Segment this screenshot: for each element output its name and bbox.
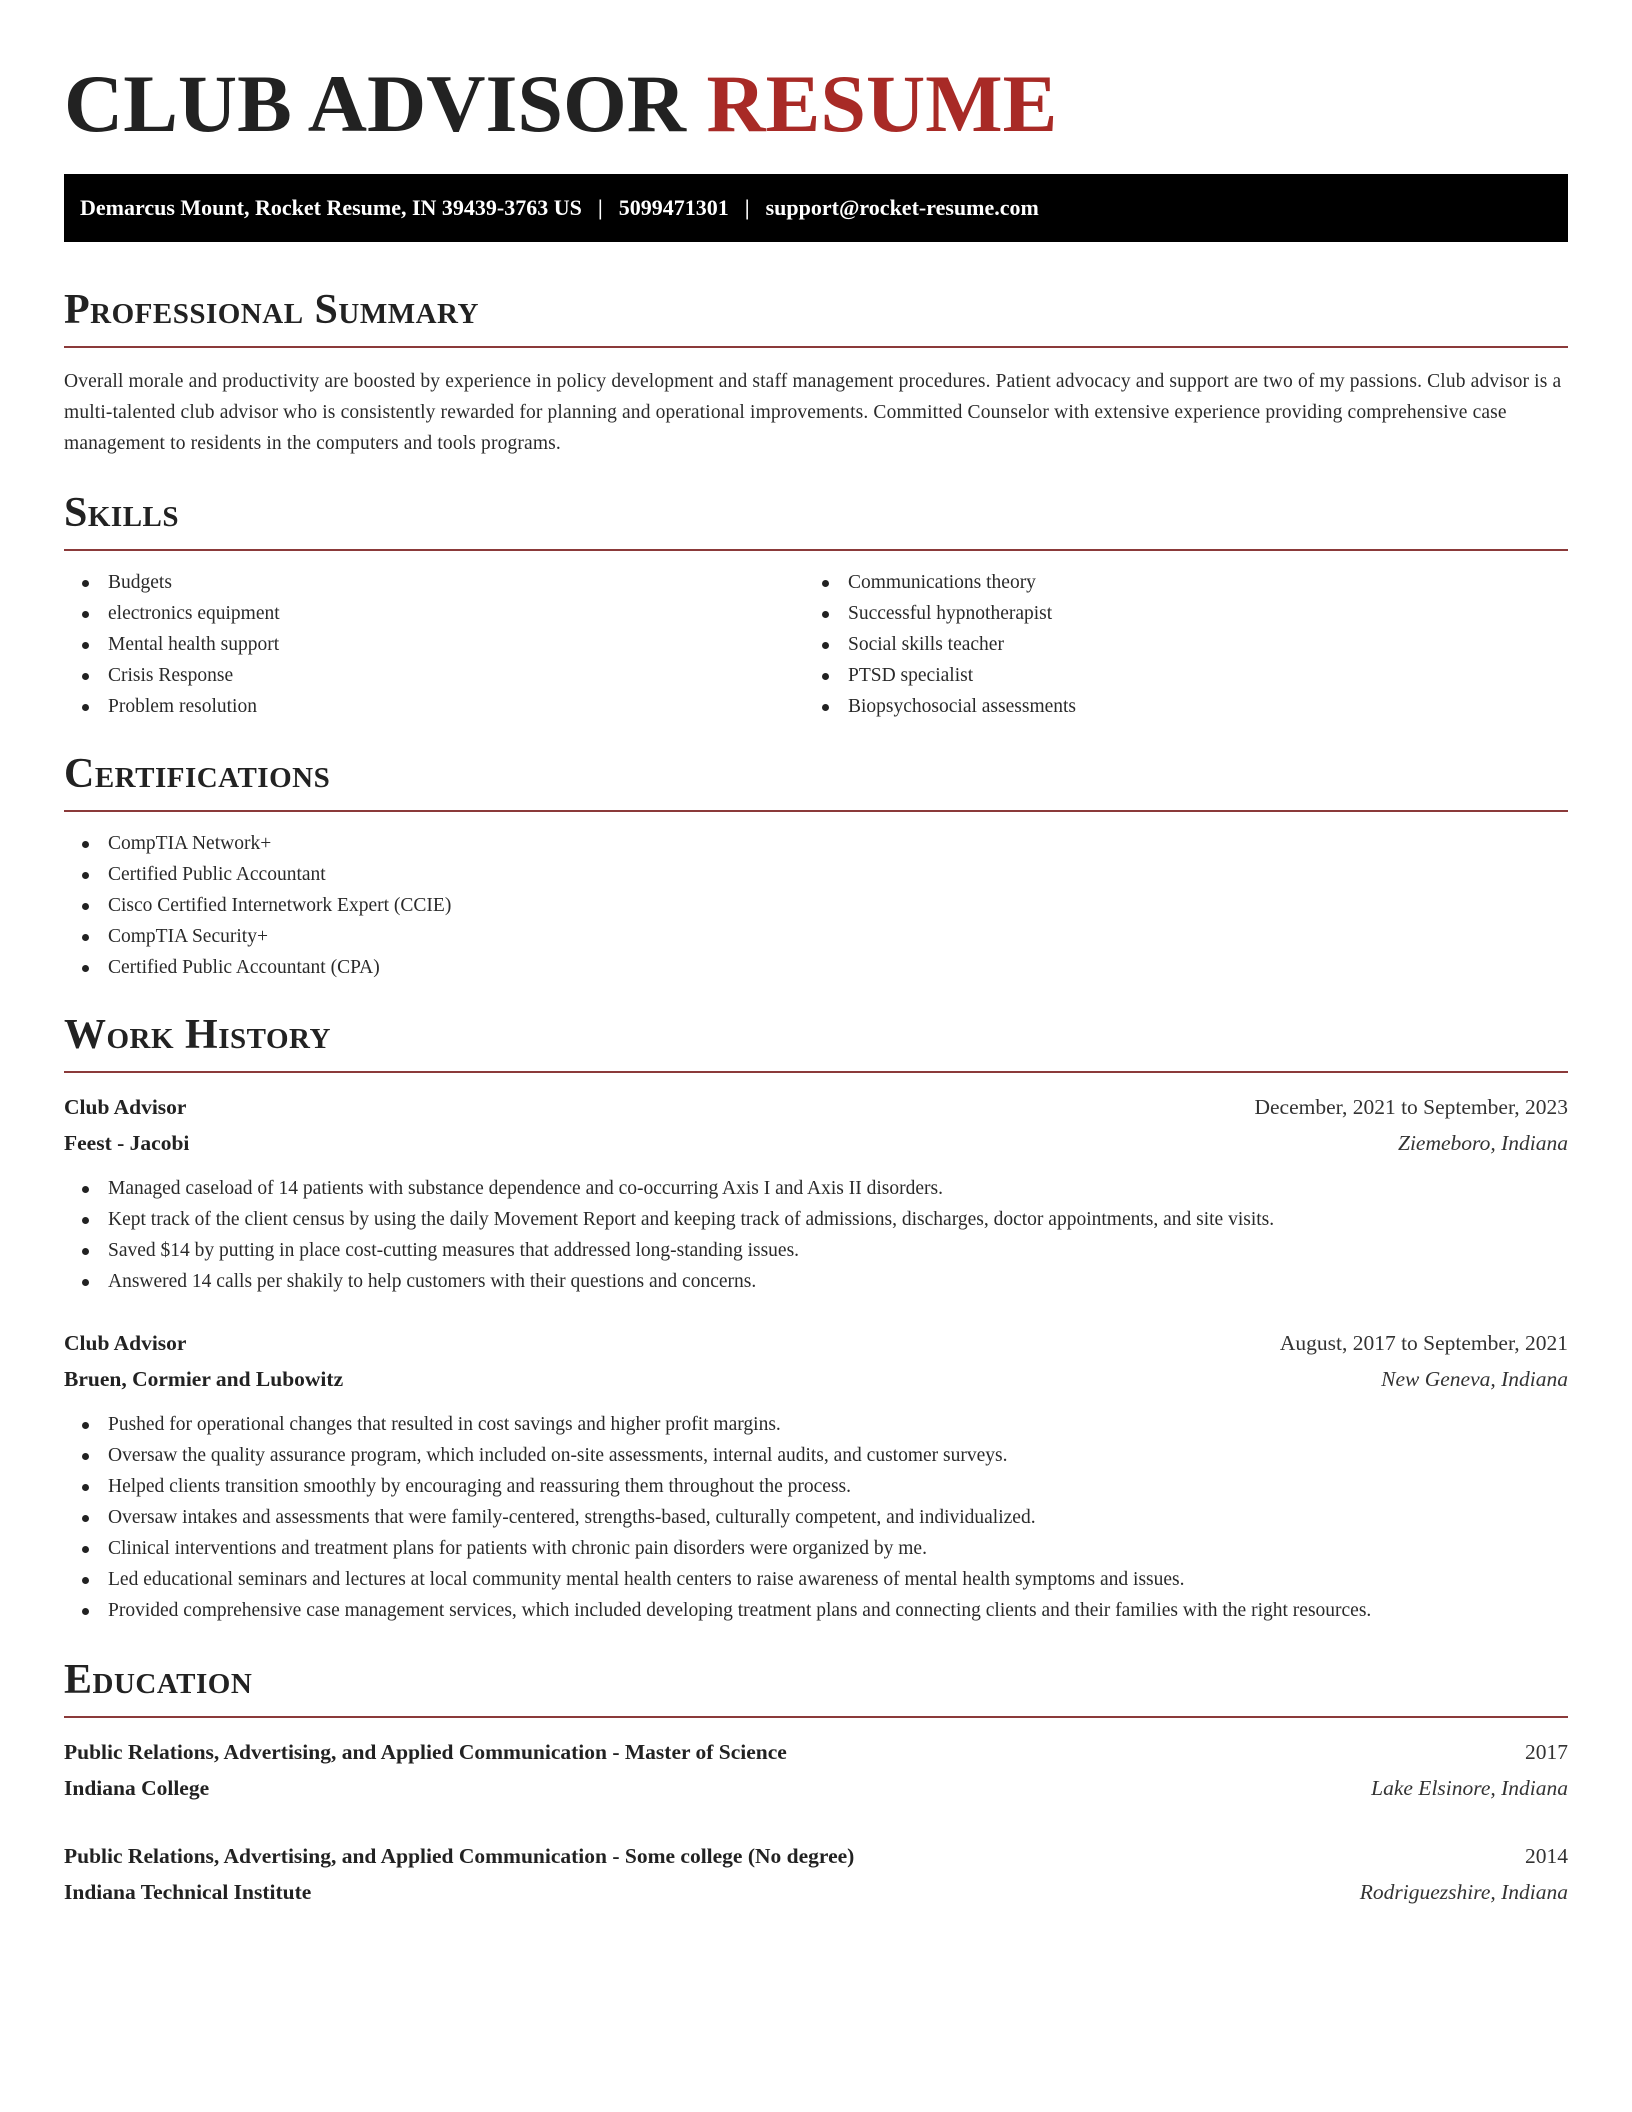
resume-title: [64, 58, 1568, 150]
job-company: Feest - Jacobi: [64, 1131, 190, 1155]
certification-item: CompTIA Security+: [64, 921, 1568, 952]
job-bullet: Oversaw the quality assurance program, which included on-site assessments, internal audits, and customer surveys.: [64, 1440, 1568, 1471]
skill-item: PTSD specialist: [804, 660, 1544, 691]
job-title: Club Advisor: [64, 1331, 187, 1355]
skill-item: Crisis Response: [64, 660, 804, 691]
summary-text: Overall morale and productivity are boosted by experience in policy development and staff management procedures. Patient advocacy and support are two of my passions. Club advisor is a multi-talented club advisor who is consistently rewarded for planning and operational improvements. Committed Counselor with extensive experience providing comprehensive case management to residents in the computers and tools programs.: [64, 371, 1562, 454]
contact-email: support@rocket-resume.com: [765, 195, 1039, 220]
skill-item: Communications theory: [804, 567, 1544, 598]
education-school: Indiana Technical Institute: [64, 1880, 312, 1904]
job-dates: December, 2021 to September, 2023: [1254, 1095, 1568, 1119]
skill-item: Social skills teacher: [804, 629, 1544, 660]
education-entry: [64, 1838, 1568, 1910]
skills-heading: Skills: [64, 491, 1568, 551]
certification-item: Cisco Certified Internetwork Expert (CCIE): [64, 890, 1568, 921]
job-bullet: Saved $14 by putting in place cost-cutting measures that addressed long-standing issues.: [64, 1235, 1568, 1266]
title-accent: RESUME: [706, 58, 1058, 149]
work-history-section: [64, 1013, 1568, 1626]
summary-section: [64, 288, 1568, 459]
job-bullet: Oversaw intakes and assessments that were family-centered, strengths-based, culturally competent, and individualized.: [64, 1502, 1568, 1533]
certifications-list: [64, 828, 1568, 983]
contact-separator: |: [744, 195, 750, 220]
skill-item: Problem resolution: [64, 691, 804, 722]
contact-address: Demarcus Mount, Rocket Resume, IN 39439-3763 US: [80, 195, 582, 220]
job-dates: August, 2017 to September, 2021: [1279, 1331, 1568, 1355]
certifications-heading: Certifications: [64, 752, 1568, 812]
skill-item: Biopsychosocial assessments: [804, 691, 1544, 722]
job-entry: [64, 1325, 1568, 1626]
certification-item: Certified Public Accountant: [64, 859, 1568, 890]
contact-bar: [64, 174, 1568, 242]
job-title: Club Advisor: [64, 1095, 187, 1119]
skill-item: electronics equipment: [64, 598, 804, 629]
skills-list-right: [804, 567, 1544, 722]
education-year: 2014: [1525, 1844, 1568, 1868]
job-bullet: Managed caseload of 14 patients with substance dependence and co-occurring Axis I and Axis II disorders.: [64, 1173, 1568, 1204]
job-bullets: [64, 1173, 1568, 1297]
summary-heading: Professional Summary: [64, 288, 1568, 348]
job-bullet: Pushed for operational changes that resulted in cost savings and higher profit margins.: [64, 1409, 1568, 1440]
job-bullet: Kept track of the client census by using the daily Movement Report and keeping track of admissions, discharges, doctor appointments, and site visits.: [64, 1204, 1568, 1235]
certifications-section: [64, 752, 1568, 983]
work-history-heading: Work History: [64, 1013, 1568, 1073]
education-year: 2017: [1525, 1740, 1568, 1764]
job-bullet: Led educational seminars and lectures at local community mental health centers to raise awareness of mental health symptoms and issues.: [64, 1564, 1568, 1595]
certification-item: Certified Public Accountant (CPA): [64, 952, 1568, 983]
education-degree: Public Relations, Advertising, and Applied Communication - Some college (No degree): [64, 1844, 855, 1868]
education-heading: Education: [64, 1658, 1568, 1718]
title-main: CLUB ADVISOR: [64, 58, 707, 149]
certification-item: CompTIA Network+: [64, 828, 1568, 859]
job-location: Ziemeboro, Indiana: [1398, 1131, 1568, 1155]
education-location: Lake Elsinore, Indiana: [1371, 1776, 1568, 1800]
resume-page: [64, 58, 1568, 1910]
education-entry: [64, 1734, 1568, 1806]
skills-list-left: [64, 567, 804, 722]
job-bullets: [64, 1409, 1568, 1626]
contact-phone: 5099471301: [618, 195, 729, 220]
job-company: Bruen, Cormier and Lubowitz: [64, 1367, 344, 1391]
education-location: Rodriguezshire, Indiana: [1359, 1880, 1568, 1904]
skills-columns: [64, 567, 1568, 722]
skills-section: [64, 491, 1568, 722]
job-bullet: Clinical interventions and treatment plans for patients with chronic pain disorders were organized by me.: [64, 1533, 1568, 1564]
job-bullet: Provided comprehensive case management services, which included developing treatment plans and connecting clients and their families with the right resources.: [64, 1595, 1568, 1626]
skill-item: Successful hypnotherapist: [804, 598, 1544, 629]
education-degree: Public Relations, Advertising, and Applied Communication - Master of Science: [64, 1740, 787, 1764]
job-location: New Geneva, Indiana: [1381, 1367, 1568, 1391]
education-school: Indiana College: [64, 1776, 210, 1800]
education-section: [64, 1658, 1568, 1910]
skill-item: Budgets: [64, 567, 804, 598]
job-entry: [64, 1089, 1568, 1297]
skill-item: Mental health support: [64, 629, 804, 660]
job-bullet: Answered 14 calls per shakily to help customers with their questions and concerns.: [64, 1266, 1568, 1297]
job-bullet: Helped clients transition smoothly by encouraging and reassuring them throughout the process.: [64, 1471, 1568, 1502]
contact-separator: |: [597, 195, 603, 220]
